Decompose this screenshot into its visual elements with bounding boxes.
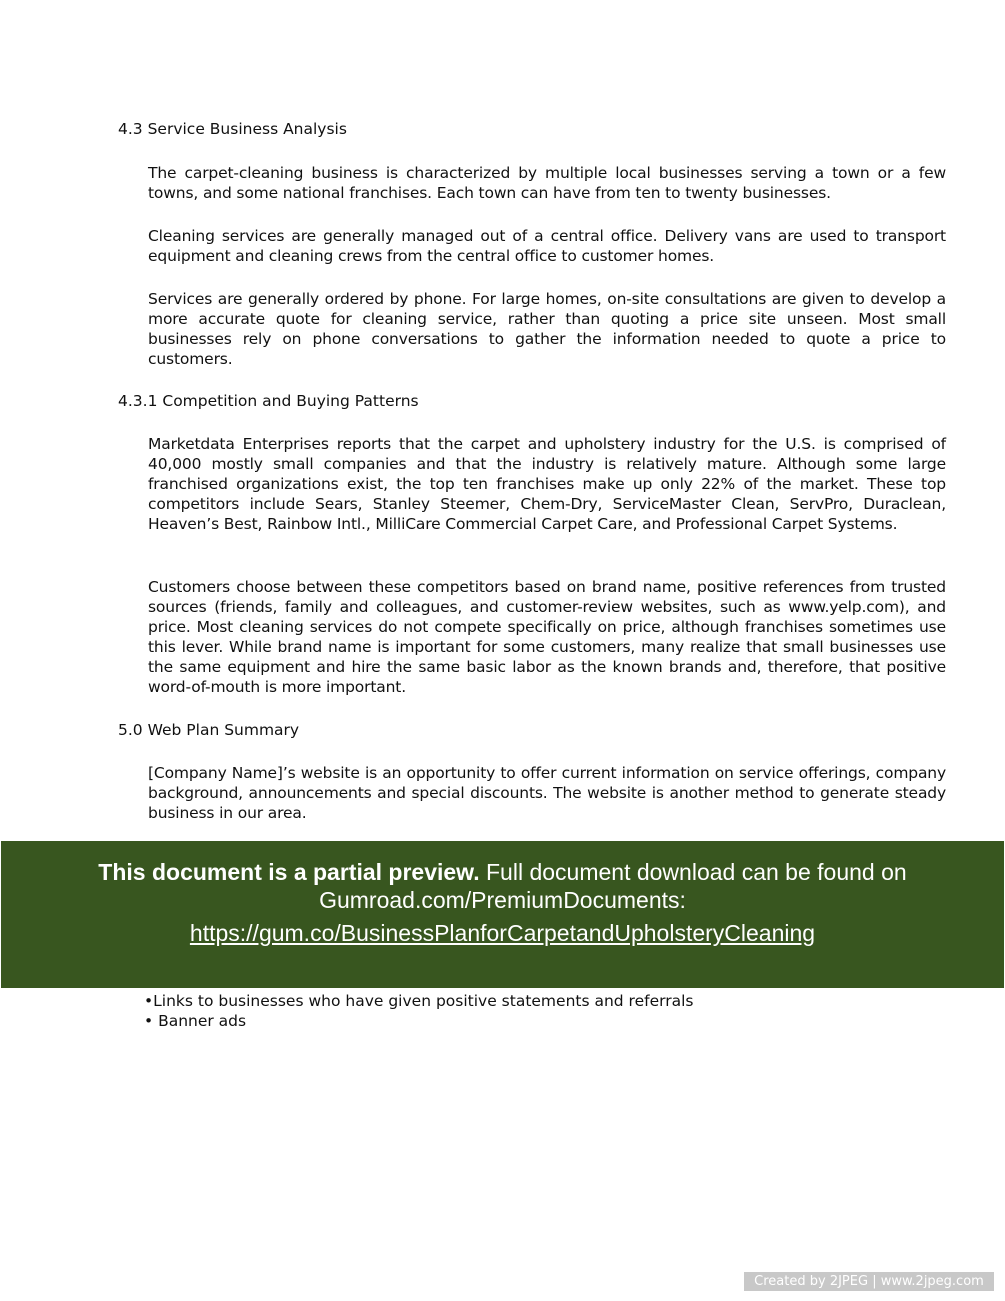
paragraph: The carpet-cleaning business is characterized by multiple local businesses serving a town or a few towns, and some national franchises. Each town can have from ten to twenty businesses. bbox=[148, 164, 946, 202]
paragraph: Services are generally ordered by phone. For large homes, on-site consultations are given to develop a more accurate quote for cleaning service, rather than quoting a price site unseen. Most small businesses rely on phone conversations to gather the information needed to quote a price to customers. bbox=[148, 290, 946, 368]
download-link[interactable]: https://gum.co/BusinessPlanforCarpetandUpholsteryCleaning bbox=[189, 920, 816, 946]
section-heading-4-3: 4.3 Service Business Analysis bbox=[118, 120, 347, 138]
paragraph: [Company Name]’s website is an opportunity to offer current information on service offerings, company background, announcements and special discounts. The website is another method to generate steady business in our area. bbox=[148, 764, 946, 822]
preview-notice bbox=[1, 858, 1004, 914]
list-item: •Links to businesses who have given positive statements and referrals bbox=[144, 992, 694, 1010]
section-heading-5-0: 5.0 Web Plan Summary bbox=[118, 721, 300, 739]
preview-notice-bold: This document is a partial preview. bbox=[98, 859, 480, 885]
list-item: • Banner ads bbox=[144, 1012, 247, 1030]
preview-banner bbox=[1, 841, 1004, 988]
paragraph: Cleaning services are generally managed out of a central office. Delivery vans are used to transport equipment and cleaning crews from the central office to customer homes. bbox=[148, 227, 946, 265]
paragraph: Customers choose between these competitors based on brand name, positive references from trusted sources (friends, family and colleagues, and customer-review websites, such as www.yelp.com), and price. Most cleaning services do not compete specifically on price, although franchises sometimes use this lever. While brand name is important for some customers, many realize that small businesses use the same equipment and hire the same basic labor as the known brands and, therefore, that positive word-of-mouth is more important. bbox=[148, 578, 946, 696]
section-heading-4-3-1: 4.3.1 Competition and Buying Patterns bbox=[118, 392, 419, 410]
watermark: Created by 2JPEG | www.2jpeg.com bbox=[744, 1272, 994, 1291]
bullet-list bbox=[144, 991, 693, 1031]
preview-notice-text: Full document download can be found on Gumroad.com/PremiumDocuments: bbox=[319, 859, 907, 913]
paragraph: Marketdata Enterprises reports that the carpet and upholstery industry for the U.S. is comprised of 40,000 mostly small companies and that the industry is relatively mature. Although some large franchised organizations exist, the top ten franchises make up only 22% of the market. These top competitors include Sears, Stanley Steemer, Chem-Dry, ServiceMaster Clean, ServPro, Duraclean, Heaven’s Best, Rainbow Intl., MilliCare Commercial Carpet Care, and Professional Carpet Systems. bbox=[148, 435, 946, 533]
